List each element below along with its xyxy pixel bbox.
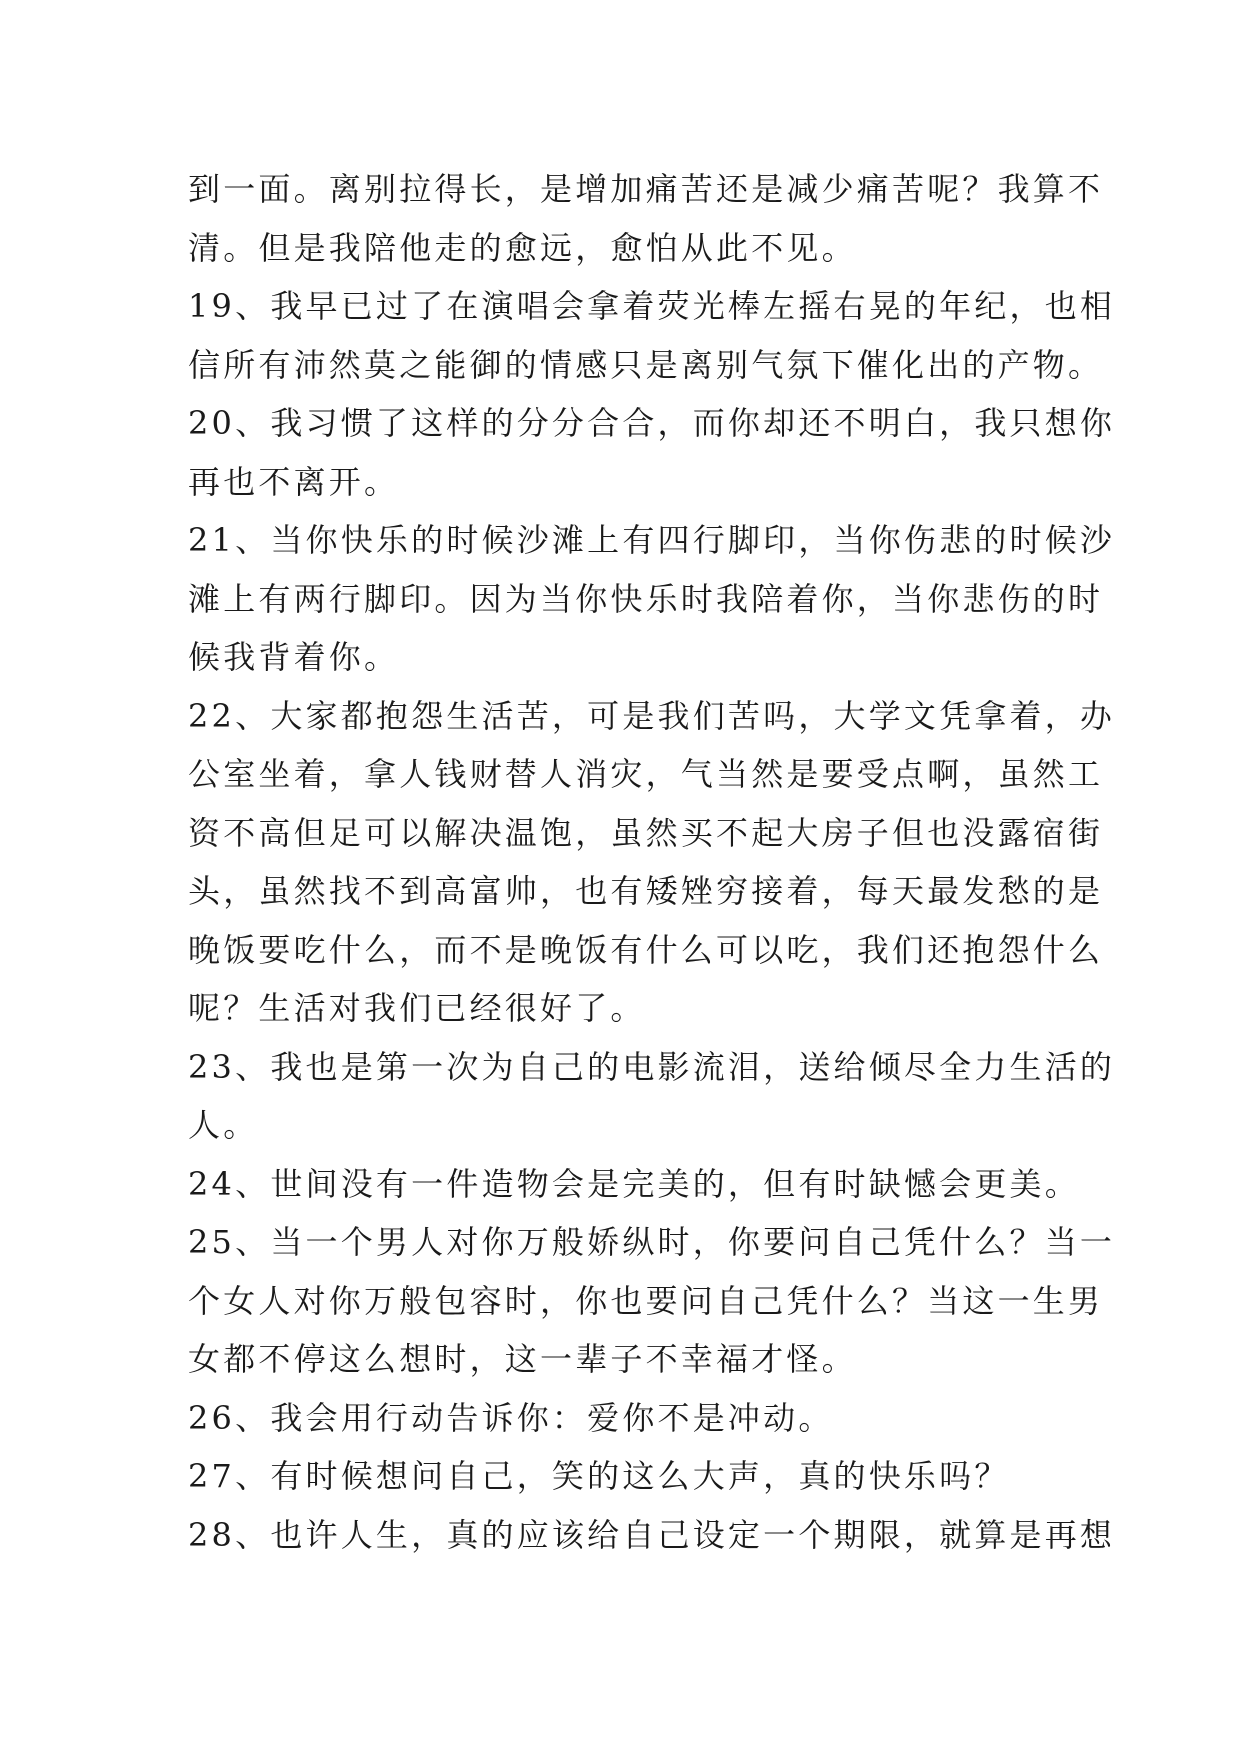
text-line: 25、当一个男人对你万般娇纵时，你要问自己凭什么？当一: [188, 1223, 1116, 1261]
text-line: 公室坐着，拿人钱财替人消灾，气当然是要受点啊，虽然工: [188, 755, 1104, 793]
text-line: 26、我会用行动告诉你：爱你不是冲动。: [188, 1398, 834, 1437]
text-line: 人。: [188, 1106, 259, 1144]
text-line: 23、我也是第一次为自己的电影流泪，送给倾尽全力生活的: [188, 1047, 1116, 1086]
text-line: 信所有沛然莫之能御的情感只是离别气氛下催化出的产物。: [188, 345, 1104, 384]
text-line: 20、我习惯了这样的分分合合，而你却还不明白，我只想你: [188, 404, 1116, 442]
text-line: 到一面。离别拉得长，是增加痛苦还是减少痛苦呢？我算不: [188, 170, 1104, 208]
text-line: 滩上有两行脚印。因为当你快乐时我陪着你，当你悲伤的时: [188, 579, 1104, 618]
text-line: 资不高但足可以解决温饱，虽然买不起大房子但也没露宿街: [188, 813, 1104, 852]
document-body: [188, 160, 1116, 1564]
text-line: 个女人对你万般包容时，你也要问自己凭什么？当这一生男: [188, 1281, 1104, 1320]
text-line: 再也不离开。: [188, 462, 400, 501]
text-line: 头，虽然找不到高富帅，也有矮矬穷接着，每天最发愁的是: [188, 872, 1104, 910]
text-line: 19、我早已过了在演唱会拿着荧光棒左摇右晃的年纪，也相: [188, 287, 1116, 325]
text-line: 呢？生活对我们已经很好了。: [188, 989, 646, 1027]
text-line: 清。但是我陪他走的愈远，愈怕从此不见。: [188, 228, 857, 267]
text-line: 22、大家都抱怨生活苦，可是我们苦吗，大学文凭拿着，办: [188, 696, 1116, 735]
text-line: 候我背着你。: [188, 638, 400, 676]
text-line: 晚饭要吃什么，而不是晚饭有什么可以吃，我们还抱怨什么: [188, 930, 1104, 969]
text-line: 女都不停这么想时，这一辈子不幸福才怪。: [188, 1340, 857, 1378]
text-line: 21、当你快乐的时候沙滩上有四行脚印，当你伤悲的时候沙: [188, 521, 1116, 559]
text-line: 27、有时候想问自己，笑的这么大声，真的快乐吗？: [188, 1457, 1010, 1495]
text-line: 24、世间没有一件造物会是完美的，但有时缺憾会更美。: [188, 1164, 1080, 1203]
text-line: 28、也许人生，真的应该给自己设定一个期限，就算是再想: [188, 1515, 1116, 1554]
